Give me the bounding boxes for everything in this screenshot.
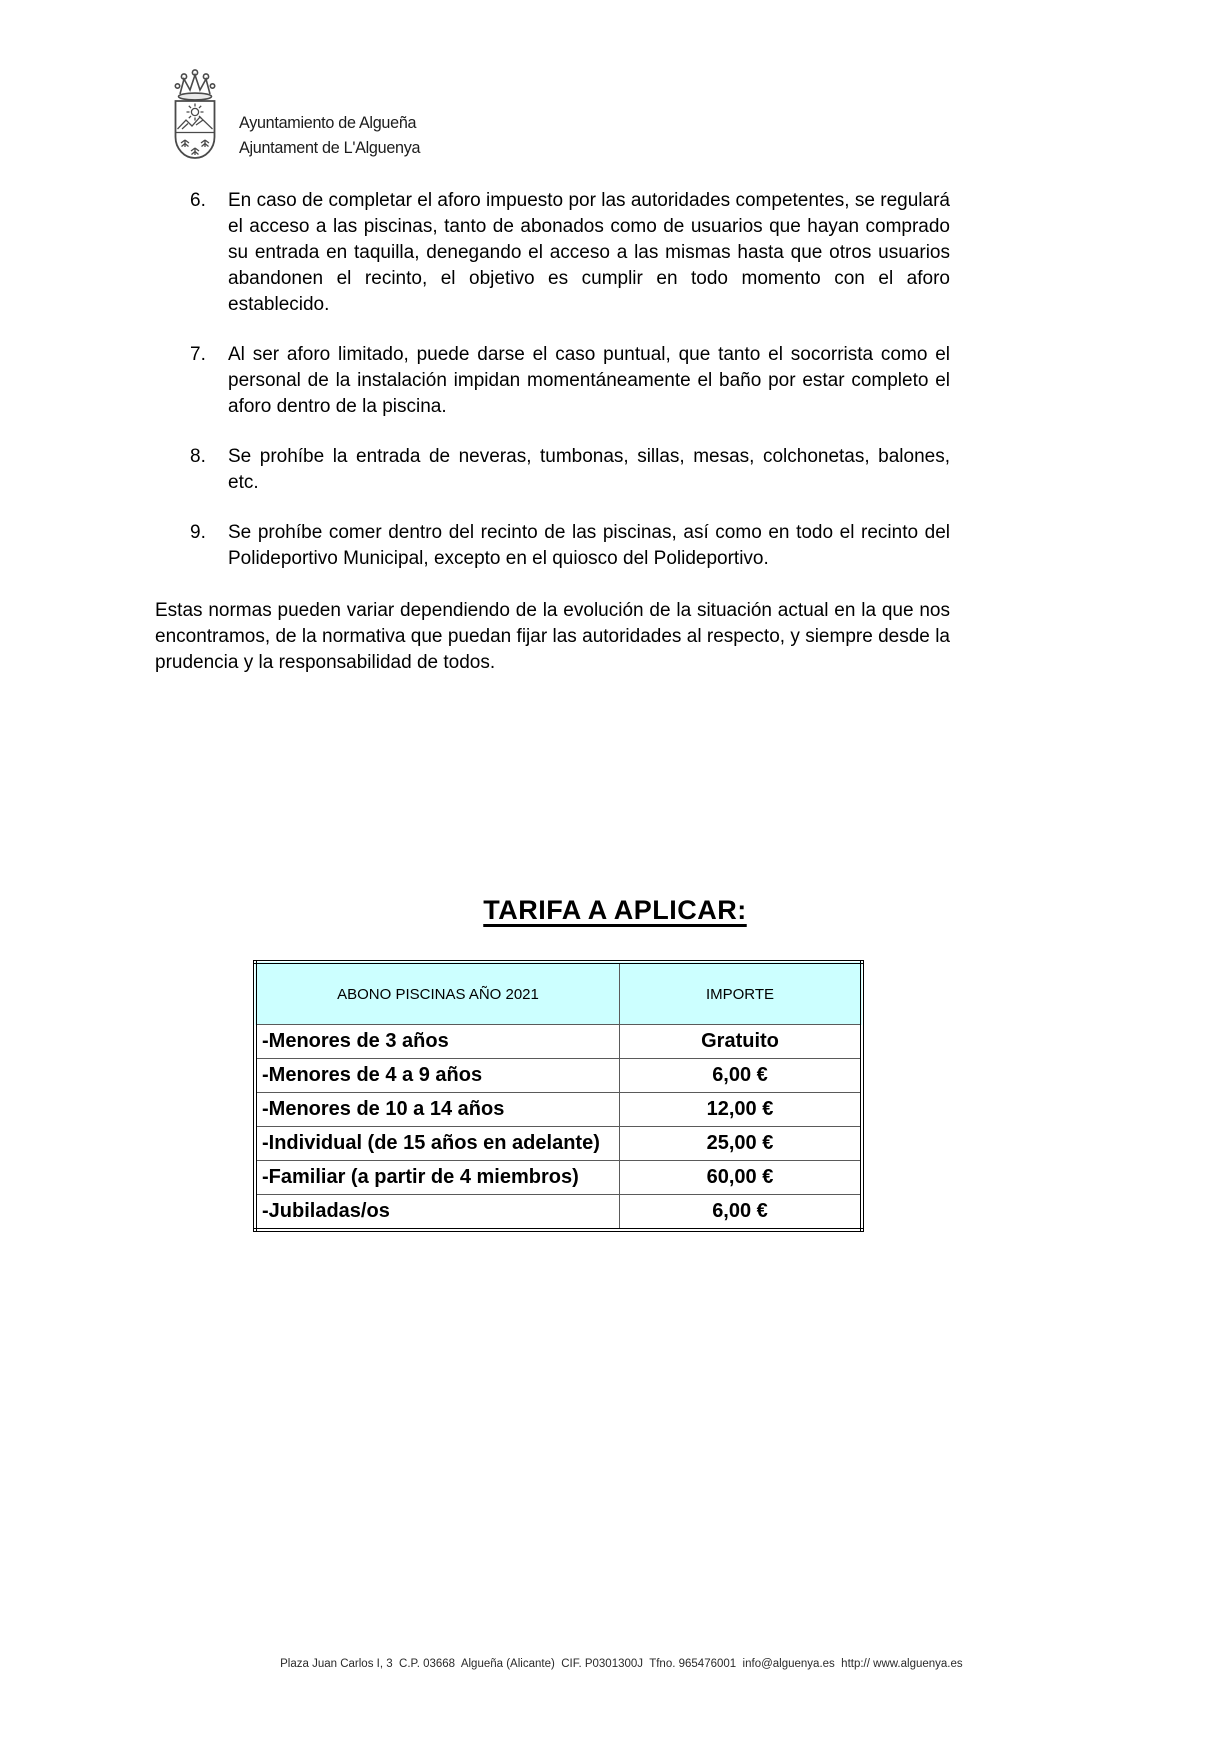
concept-cell: -Menores de 4 a 9 años [255, 1059, 620, 1093]
price-cell: 12,00 € [620, 1093, 863, 1127]
org-names [239, 110, 420, 166]
table-row [255, 1127, 862, 1161]
table-header-row [255, 962, 862, 1025]
list-item-number: 7. [190, 344, 206, 365]
coat-of-arms-logo [163, 66, 227, 166]
page-footer [0, 1646, 1230, 1682]
price-cell: 6,00 € [620, 1059, 863, 1093]
footer-contact-line: Plaza Juan Carlos I, 3 C.P. 03668 Algueña (Alicante) CIF. P0301300J Tfno. 965476001 info@alguenya.es http:// www.alguenya.es [280, 1658, 963, 1670]
concept-cell: -Menores de 10 a 14 años [255, 1093, 620, 1127]
tariff-title-band [0, 895, 1230, 926]
column-header-abono: ABONO PISCINAS AÑO 2021 [255, 962, 620, 1025]
table-row [255, 1195, 862, 1231]
document-body [155, 188, 950, 676]
tariff-table [253, 960, 864, 1232]
price-cell: Gratuito [620, 1025, 863, 1059]
price-cell: 60,00 € [620, 1161, 863, 1195]
list-item-number: 6. [190, 190, 206, 211]
tariff-table-wrap [253, 960, 864, 1232]
letterhead [163, 66, 430, 166]
price-cell: 25,00 € [620, 1127, 863, 1161]
concept-cell: -Jubiladas/os [255, 1195, 620, 1231]
concept-cell: -Individual (de 15 años en adelante) [255, 1127, 620, 1161]
list-item-9 [155, 520, 950, 572]
concept-cell: -Familiar (a partir de 4 miembros) [255, 1161, 620, 1195]
list-item-text: En caso de completar el aforo impuesto por las autoridades competentes, se regulará el acceso a las piscinas, tanto de abonados como de usuarios que hayan comprado su entrada en taquilla, denegando el acceso a las mismas hasta que otros usuarios abandonen el recinto, el objetivo es cumplir en todo momento con el aforo establecido. [228, 190, 950, 315]
list-item-number: 9. [190, 522, 206, 543]
table-row [255, 1161, 862, 1195]
list-item-6 [155, 188, 950, 318]
org-name-valencian: Ajuntament de L'Alguenya [239, 138, 421, 157]
list-item-number: 8. [190, 446, 206, 467]
list-item-text: Se prohíbe la entrada de neveras, tumbonas, sillas, mesas, colchonetas, balones, etc. [228, 446, 950, 493]
table-row [255, 1025, 862, 1059]
table-row [255, 1059, 862, 1093]
page-title: TARIFA A APLICAR: [483, 895, 747, 925]
list-item-7 [155, 342, 950, 420]
closing-paragraph: Estas normas pueden variar dependiendo de la evolución de la situación actual en la que nos encontramos, de la normativa que puedan fijar las autoridades al respecto, y siempre desde la prudencia y la responsabilidad de todos. [155, 600, 950, 673]
concept-cell: -Menores de 3 años [255, 1025, 620, 1059]
list-item-8 [155, 444, 950, 496]
list-item-text: Al ser aforo limitado, puede darse el caso puntual, que tanto el socorrista como el personal de la instalación impidan momentáneamente el baño por estar completo el aforo dentro de la piscina. [228, 344, 950, 417]
org-name-spanish: Ayuntamiento de Algueña [239, 113, 417, 132]
price-cell: 6,00 € [620, 1195, 863, 1231]
list-item-text: Se prohíbe comer dentro del recinto de las piscinas, así como en todo el recinto del Polideportivo Municipal, excepto en el quiosco del Polideportivo. [228, 522, 950, 569]
column-header-importe: IMPORTE [620, 962, 863, 1025]
table-row [255, 1093, 862, 1127]
